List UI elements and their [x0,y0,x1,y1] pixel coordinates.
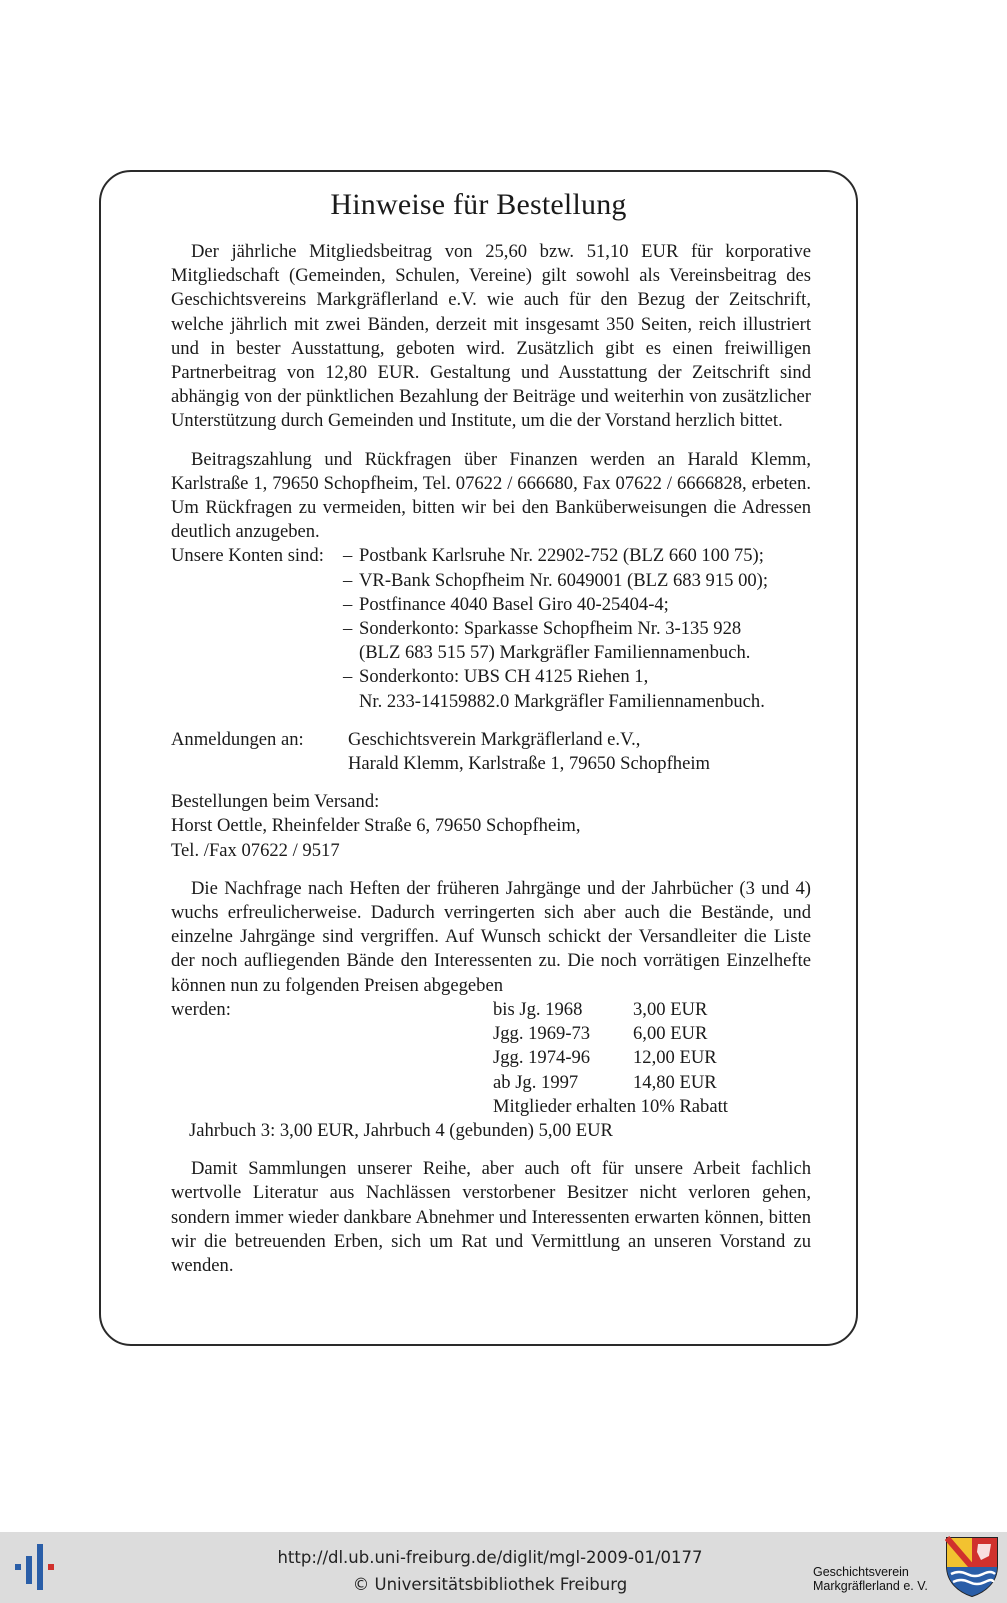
account-line: Nr. 233-14159882.0 Markgräfler Familiennamenbuch. [359,690,765,712]
registration-line: Harald Klemm, Karlstraße 1, 79650 Schopfheim [348,753,710,775]
price-period: Jgg. 1974-96 [493,1047,591,1069]
list-dash: – [343,618,353,640]
organization-line: Markgräflerland e. V. [813,1579,928,1593]
account-item [343,544,811,568]
paragraph-estates: Damit Sammlungen unserer Reihe, aber auch oft für unsere Arbeit fachlich wertvolle Literatur aus Nachlässen verstorbener Besitzer nicht verloren gehen, sondern immer wieder dankbare Abnehmer und Interessenten erwarten können, bitten wir die betreuenden Erben, sich um Rat und Vermittlung an unseren Vorstand zu wenden. [171,1158,811,1276]
organization-name [813,1565,928,1593]
price-row [493,1022,728,1046]
list-dash: – [343,569,353,591]
shipping-block [171,790,811,863]
price-list [493,998,728,1119]
account-item [343,569,811,593]
registration-block [171,728,811,776]
price-row [493,1071,728,1095]
discount-note: Mitglieder erhalten 10% Rabatt [493,1095,728,1117]
registration-address [348,728,710,776]
footer-bar [0,1532,1007,1603]
account-item [343,593,811,617]
coat-of-arms-icon [945,1536,999,1598]
price-value: 14,80 EUR [633,1071,717,1093]
price-value: 12,00 EUR [633,1047,717,1069]
price-period: bis Jg. 1968 [493,998,583,1020]
price-intro: werden: [171,998,231,1020]
account-line: Sonderkonto: UBS CH 4125 Riehen 1, [359,666,649,688]
price-value: 3,00 EUR [633,998,708,1020]
price-value: 6,00 EUR [633,1023,708,1045]
ub-freiburg-logo-icon [8,1540,64,1594]
account-line: VR-Bank Schopfheim Nr. 6049001 (BLZ 683 915 00); [359,569,769,591]
registration-line: Geschichtsverein Markgräflerland e.V., [348,728,641,750]
account-item [343,665,811,713]
account-line: Sonderkonto: Sparkasse Schopfheim Nr. 3-135 928 [359,618,742,640]
account-line: Postbank Karlsruhe Nr. 22902-752 (BLZ 660 100 75); [359,545,764,567]
shipping-line: Tel. /Fax 07622 / 9517 [171,839,340,861]
account-line: Postfinance 4040 Basel Giro 40-25404-4; [359,593,669,615]
accounts-block [171,544,811,713]
accounts-label: Unsere Konten sind: [171,545,324,567]
content-frame [99,170,858,1346]
shipping-line: Bestellungen beim Versand: [171,791,380,813]
list-dash: – [343,666,353,688]
shipping-line: Horst Oettle, Rheinfelder Straße 6, 79650 Schopfheim, [171,815,581,837]
document-body [171,240,811,1278]
price-period: ab Jg. 1997 [493,1071,579,1093]
price-block [171,998,811,1119]
list-dash: – [343,593,353,615]
source-url-link[interactable]: http://dl.ub.uni-freiburg.de/diglit/mgl-2009-01/0177 [277,1548,703,1567]
list-dash: – [343,545,353,567]
page-title: Hinweise für Bestellung [330,188,627,221]
price-row [493,1046,728,1070]
price-row [493,998,728,1022]
paragraph-payment: Beitragszahlung und Rückfragen über Finanzen werden an Harald Klemm, Karlstraße 1, 79650 Schopfheim, Tel. 07622 / 666680, Fax 07622 / 6666828, erbeten. Um Rückfragen zu vermeiden, bitten wir bei den Banküberweisungen die Adressen deutlich anzugeben. [171,448,811,543]
account-line: (BLZ 683 515 57) Markgräfler Familiennamenbuch. [359,642,751,664]
yearbook-prices: Jahrbuch 3: 3,00 EUR, Jahrbuch 4 (gebunden) 5,00 EUR [189,1119,613,1141]
paragraph-membership: Der jährliche Mitgliedsbeitrag von 25,60 bzw. 51,10 EUR für korporative Mitgliedschaft (Gemeinden, Schulen, Vereine) gilt sowohl als Vereinsbeitrag des Geschichtsvereins Markgräflerland e.V. wie auch für den Bezug der Zeitschrift, welche jährlich mit zwei Bänden, derzeit mit insgesamt 350 Seiten, reich illustriert und in bester Ausstattung, geboten wird. Zusätzlich gibt es einen freiwilligen Partnerbeitrag von 12,80 EUR. Gestaltung und Ausstattung der Zeitschrift sind abhängig von der pünktlichen Bezahlung der Beiträge und weiterhin von zusätzlicher Unterstützung durch Gemeinden und Institute, um die der Vorstand herzlich bittet. [171,241,811,432]
paragraph-back-issues: Die Nachfrage nach Heften der früheren Jahrgänge und der Jahrbücher (3 und 4) wuchs erfreulicherweise. Dadurch verringerten sich aber auch die Bestände, und einzelne Jahrgänge sind vergriffen. Auf Wunsch schickt der Versandleiter die Liste der noch aufliegenden Bände den Interessenten zu. Die noch vorrätigen Einzelhefte können nun zu folgenden Preisen abgegeben [171,877,811,996]
copyright-text: © Universitätsbibliothek Freiburg [352,1575,628,1594]
organization-line: Geschichtsverein [813,1565,909,1579]
registration-label: Anmeldungen an: [171,728,304,750]
price-period: Jgg. 1969-73 [493,1023,591,1045]
accounts-list [343,544,811,713]
account-item [343,617,811,665]
